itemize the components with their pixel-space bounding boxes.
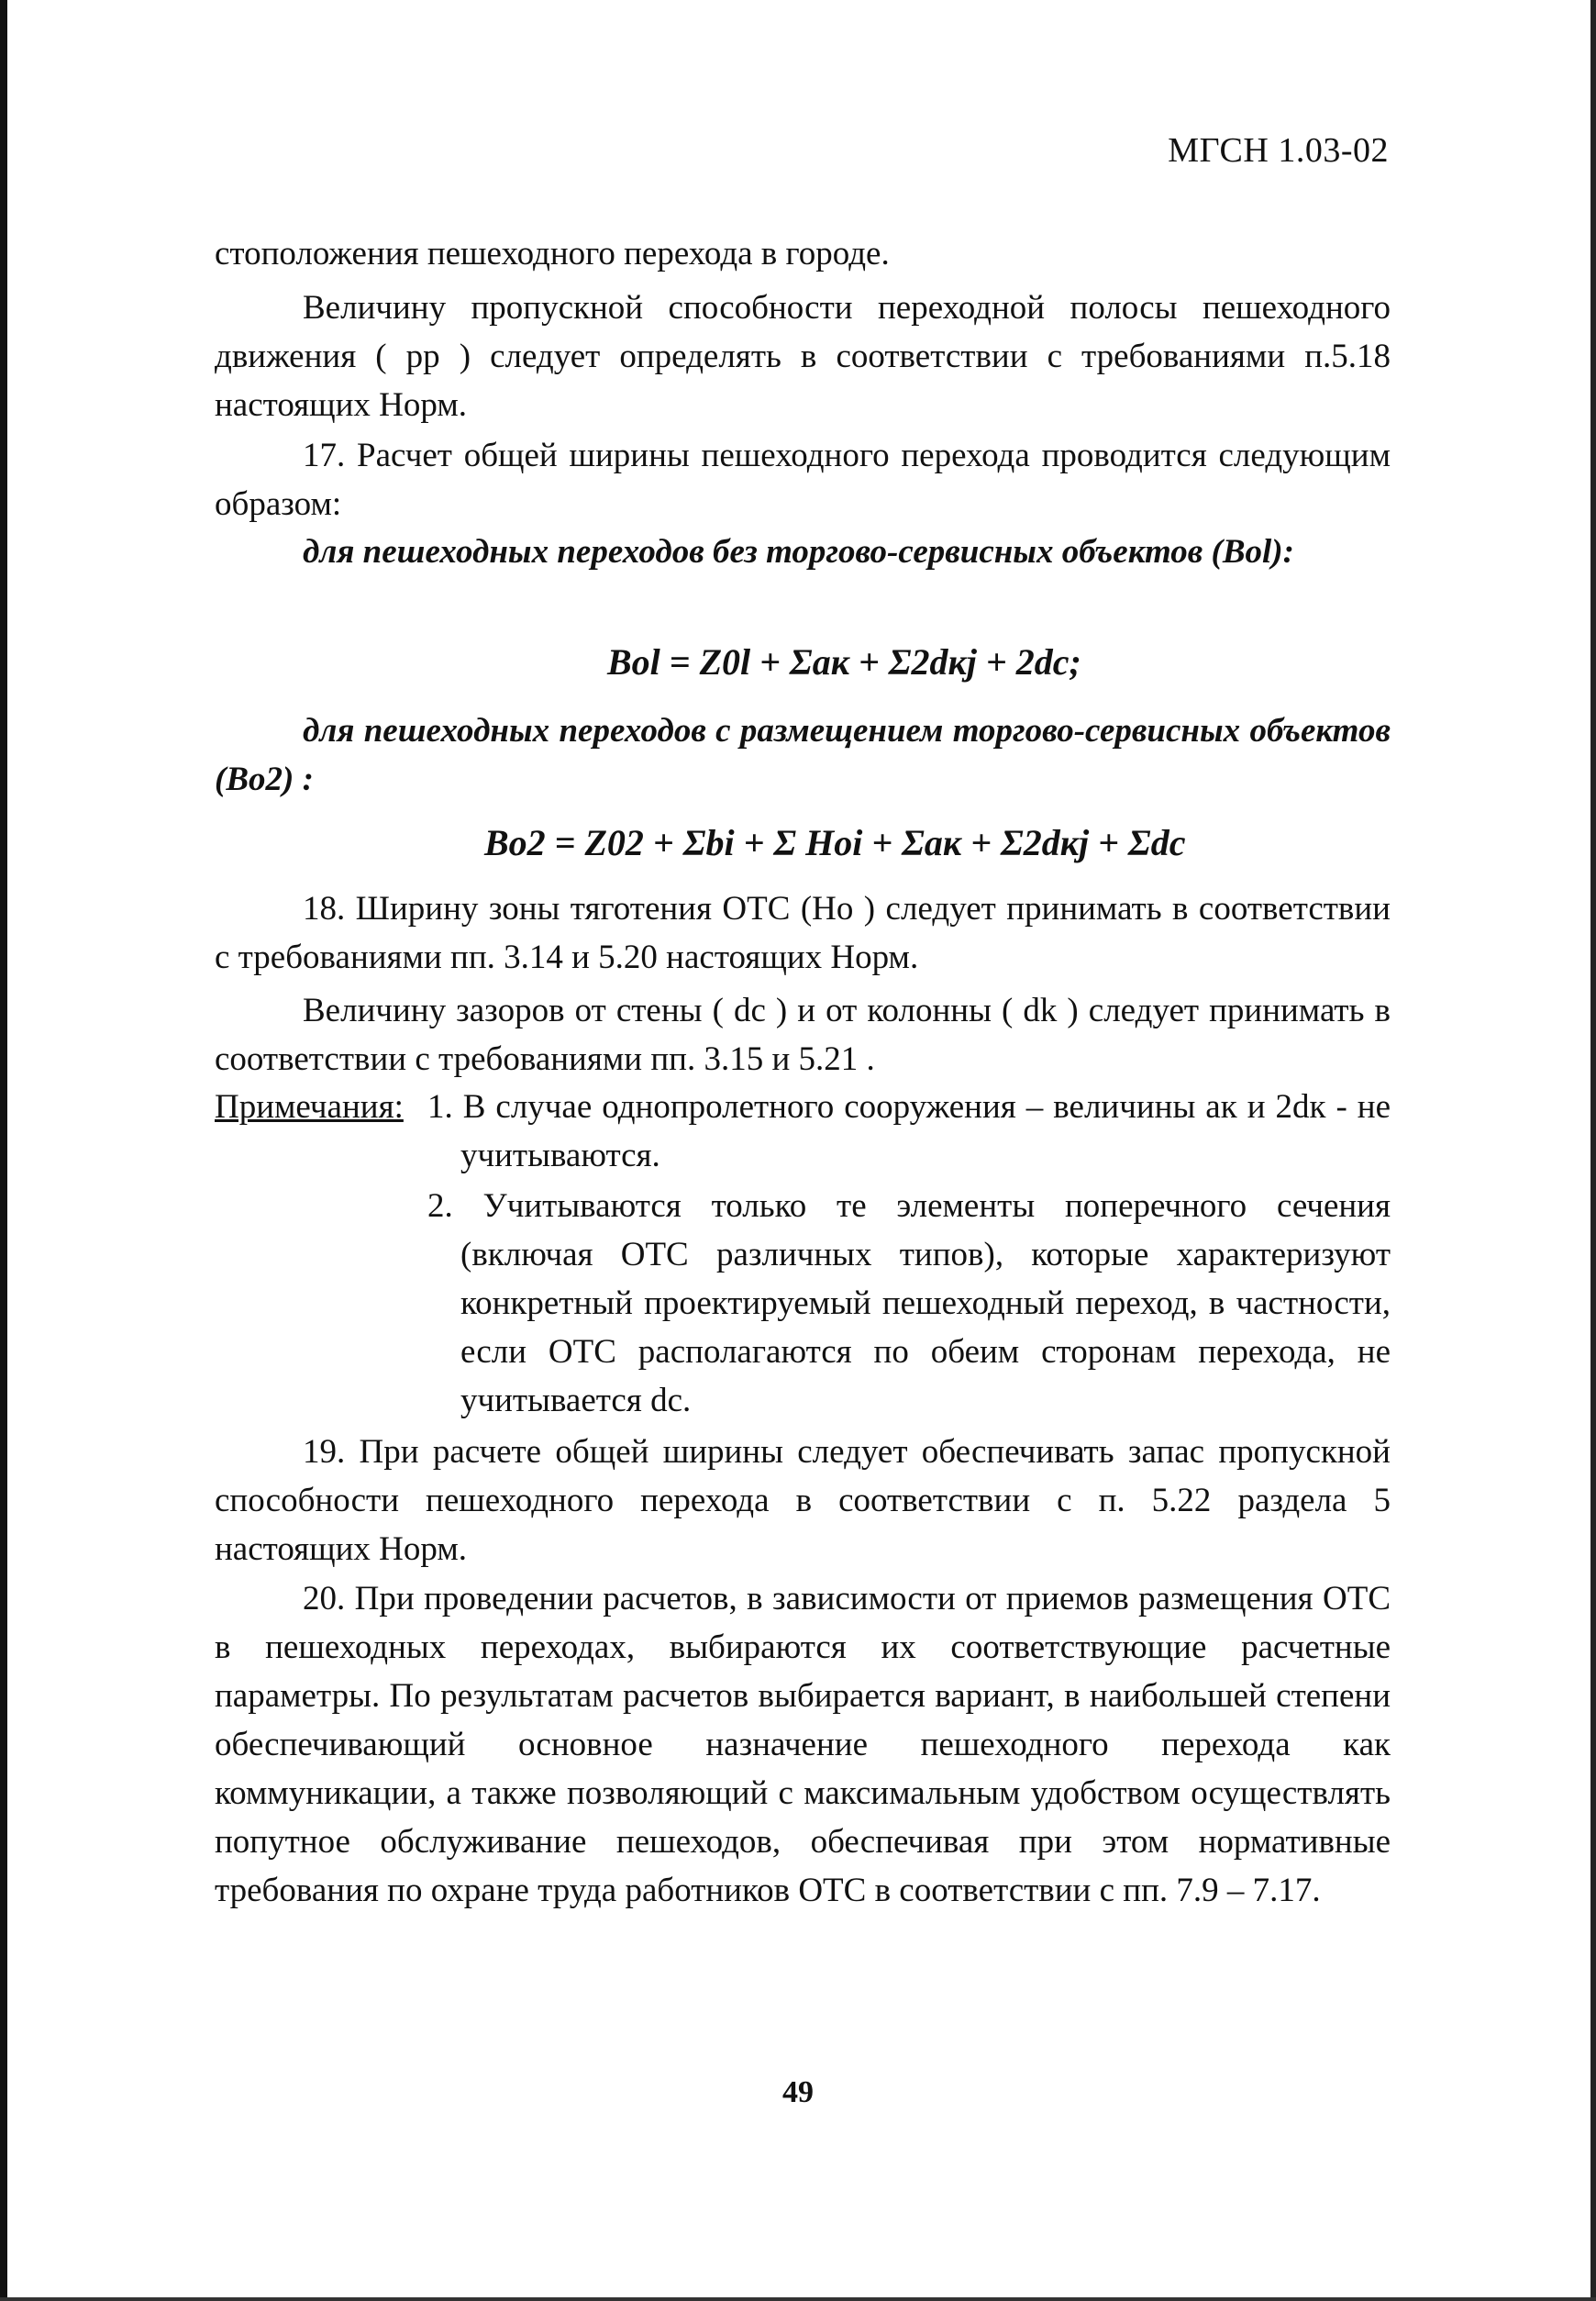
paragraph-gaps: Величину зазоров от стены ( dc ) и от колонны ( dk ) следует принимать в соответствии с требованиями пп. 3.15 и 5.21 . [215,992,1391,1078]
paragraph-19: 19. При расчете общей ширины следует обеспечивать запас пропускной способности пешеходного перехода в соответствии с п. 5.22 раздела 5 настоящих Норм. [215,1433,1391,1568]
formula-bo1: Bol = Z0l + Σaк + Σ2dкj + 2dc; [607,641,1081,683]
note-1: 1. В случае однопролетного сооружения – величины aк и 2dк - не учитываются. [427,1088,1391,1174]
formula-intro-without-shops: для пешеходных переходов без торгово-сервисных объектов (Bol): [303,533,1294,571]
document-code: МГСН 1.03-02 [1168,131,1389,170]
scan-edge-right [1590,0,1596,2301]
page-number: 49 [782,2075,814,2109]
notes-label: Примечания: [215,1088,404,1126]
paragraph-continuation: стоположения пешеходного перехода в городе. [215,235,890,272]
note-2: 2. Учитываются только те элементы поперечного сечения (включая ОТС различных типов), которые характеризуют конкретный проектируемый пешеходный переход, в частности, если ОТС располагаются по обеим сторонам перехода, не учитывается dc. [427,1187,1391,1419]
paragraph-capacity: Величину пропускной способности переходной полосы пешеходного движения ( pp ) следует определять в соответствии с требованиями п.5.18 настоящих Норм. [215,289,1391,424]
scan-edge-left [0,0,7,2301]
formula-intro-with-shops: для пешеходных переходов с размещением торгово-сервисных объектов (Bo2) : [215,712,1391,798]
paragraph-20: 20. При проведении расчетов, в зависимости от приемов размещения ОТС в пешеходных переходах, выбираются их соответствующие расчетные параметры. По результатам расчетов выбирается вариант, в наибольшей степени обеспечивающий основное назначение пешеходного перехода как коммуникации, а также позволяющий с максимальным удобством осуществлять попутное обслуживание пешеходов, обеспечивая при этом нормативные требования по охране труда работников ОТС в соответствии с пп. 7.9 – 7.17. [215,1580,1391,1909]
scan-edge-bottom [0,2297,1596,2301]
paragraph-18: 18. Ширину зоны тяготения ОТС (Ho ) следует принимать в соответствии с требованиями пп. 3.14 и 5.20 настоящих Норм. [215,890,1391,976]
formula-bo2: Bo2 = Z02 + Σbi + Σ Hoi + Σaк + Σ2dкj + Σdc [484,822,1186,863]
paragraph-17: 17. Расчет общей ширины пешеходного перехода проводится следующим образом: [215,437,1391,523]
